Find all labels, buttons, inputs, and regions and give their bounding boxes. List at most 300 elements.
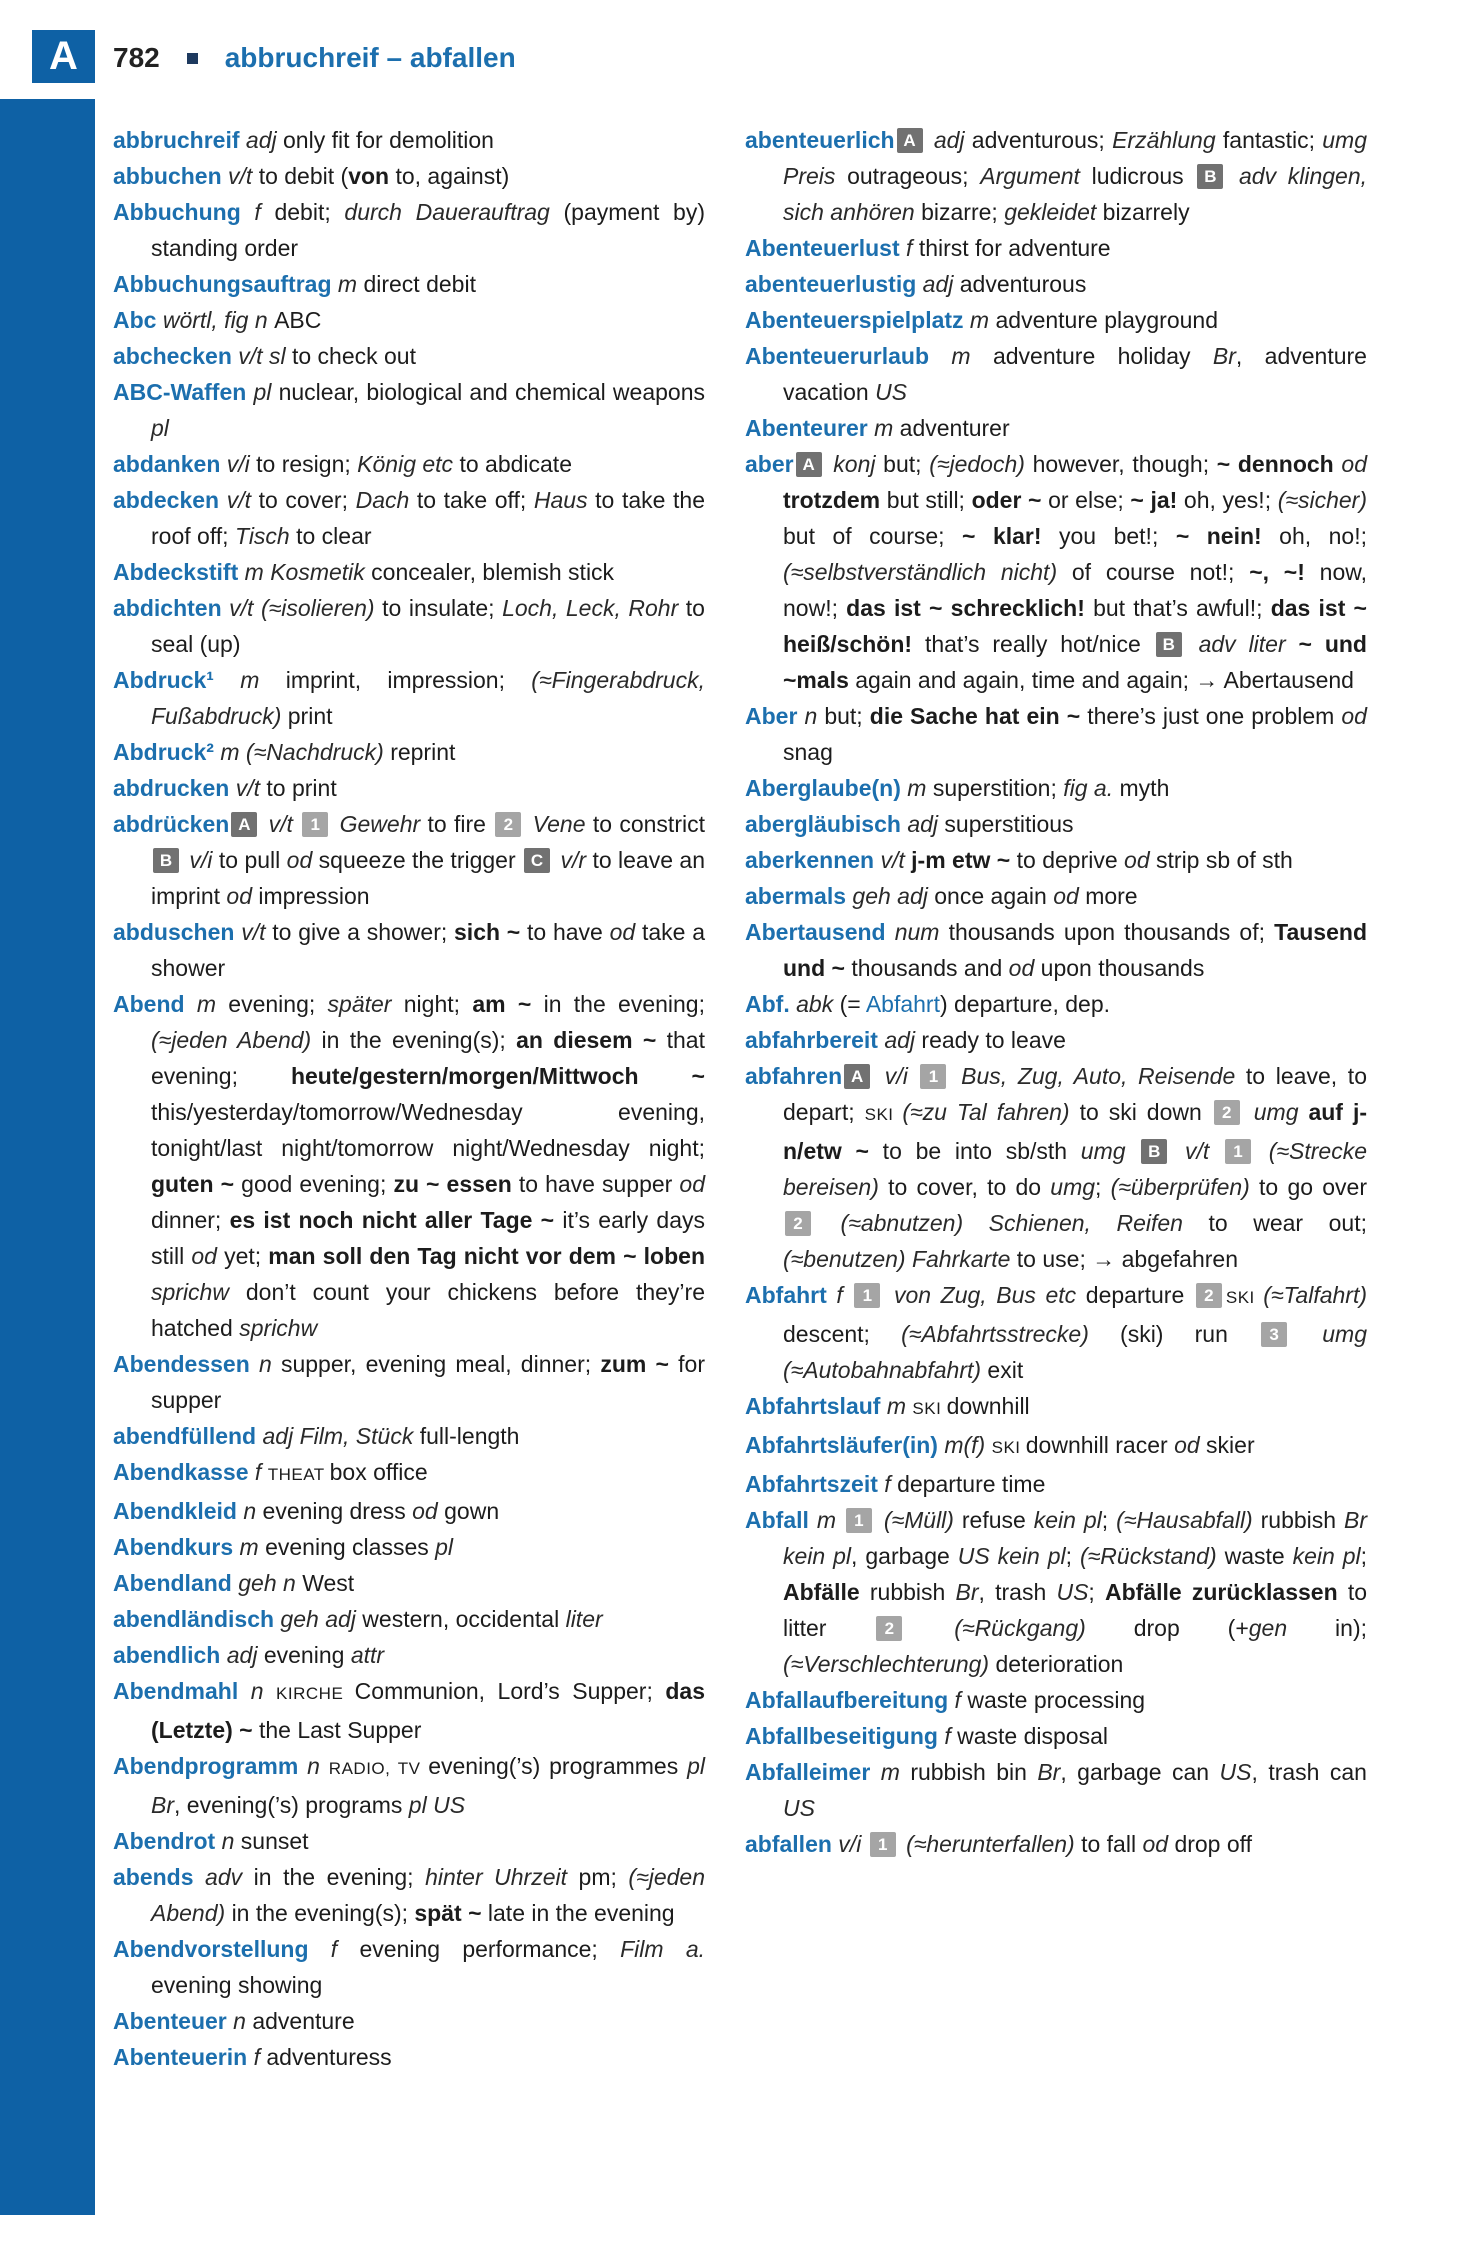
entry-text: Abend [113, 991, 185, 1017]
entry-text: v/i [831, 1831, 868, 1857]
entry-text: wörtl, fig n [156, 307, 275, 333]
sense-marker: 2 [785, 1211, 811, 1236]
sense-marker: A [897, 128, 923, 153]
entry-text: Abbuchungsauftrag [113, 271, 332, 297]
entry-text: f [247, 2044, 267, 2070]
entry-text: to deprive [1010, 847, 1125, 873]
entry-text: adv liter [1185, 631, 1299, 657]
dictionary-entry [745, 698, 1367, 770]
entry-text: abdichten [113, 595, 222, 621]
sense-marker: B [1141, 1139, 1167, 1164]
entry-text: es ist noch nicht aller Tage ~ [229, 1207, 555, 1233]
entry-text: to seal (up) [151, 595, 705, 657]
entry-text: von Zug, Bus etc [884, 1282, 1086, 1308]
entry-text: full-length [419, 1423, 520, 1449]
entry-text: (≈herunterfallen) [899, 1831, 1082, 1857]
entry-text: (≈zu Tal fahren) [902, 1099, 1080, 1125]
entry-text: Abfahrtsläufer(in) [745, 1432, 938, 1458]
entry-text: Abfahrt [865, 991, 940, 1017]
entry-text: , evening(’s) programs [174, 1792, 409, 1818]
dictionary-entry [113, 1565, 705, 1601]
dictionary-entry [745, 446, 1367, 698]
entry-text: od [226, 883, 259, 909]
entry-text: in the evening; [253, 1864, 426, 1890]
entry-text: evening(’s) programmes [428, 1753, 688, 1779]
entry-text: ; [1095, 1174, 1111, 1200]
entry-text: Abenteuerspielplatz [745, 307, 964, 333]
entry-text: abfallen [745, 1831, 832, 1857]
entry-text: ready to leave [921, 1027, 1066, 1053]
dictionary-entry [113, 302, 705, 338]
entry-text: evening showing [151, 1972, 323, 1998]
entry-text: abk [789, 991, 840, 1017]
entry-text: abendlich [113, 1642, 221, 1668]
entry-text: abduschen [113, 919, 235, 945]
entry-text: (ski) run [1120, 1321, 1260, 1347]
entry-text: in the evening(s); [321, 1027, 517, 1053]
entry-text: m [213, 739, 246, 765]
entry-text: das ist ~ schrecklich! [846, 595, 1085, 621]
entry-text: Abfahrtslauf [745, 1393, 881, 1419]
entry-text: good evening; [234, 1171, 394, 1197]
entry-text: umg [1243, 1099, 1309, 1125]
entry-text: exit [987, 1357, 1024, 1383]
entry-text: reprint [390, 739, 456, 765]
sense-marker: 2 [495, 812, 521, 837]
entry-text: deterioration [995, 1651, 1124, 1677]
dictionary-entry [745, 1427, 1367, 1466]
dictionary-entry [745, 230, 1367, 266]
entry-text: od [1333, 451, 1367, 477]
entry-text: once again [934, 883, 1054, 909]
entry-text: n [236, 1498, 263, 1524]
dictionary-entry [113, 1493, 705, 1529]
dictionary-entry [113, 914, 705, 986]
entry-text: to cover, to do [888, 1174, 1051, 1200]
entry-text: US [1219, 1759, 1252, 1785]
entry-text: adventure playground [995, 307, 1218, 333]
entry-text: Abdeckstift [113, 559, 239, 585]
entry-text: pl [435, 1534, 454, 1560]
entry-text: Abendessen [113, 1351, 250, 1377]
entry-text: m [233, 1534, 266, 1560]
entry-text: trotzdem [783, 487, 881, 513]
sense-marker: A [844, 1064, 870, 1089]
entry-text: abdrucken [113, 775, 230, 801]
entry-text: auf j-n/etw ~ [783, 1099, 1367, 1164]
entry-text: superstitious [944, 811, 1074, 837]
entry-text: v/r [554, 847, 593, 873]
entry-text: to wear out; [1208, 1210, 1367, 1236]
entry-text: SKI [864, 1105, 903, 1124]
entry-text: Loch, Leck, Rohr [502, 595, 686, 621]
entry-text: pl US [408, 1792, 466, 1818]
dictionary-entry [745, 1826, 1367, 1862]
entry-text: m [900, 775, 933, 801]
section-tab [32, 30, 95, 83]
entry-text: to insulate; [382, 595, 503, 621]
dictionary-entry [745, 1388, 1367, 1427]
entry-text: outrageous; [847, 163, 981, 189]
dictionary-entry [745, 806, 1367, 842]
entry-text: Abenteuerin [113, 2044, 248, 2070]
entry-text: ~ nein! [1175, 523, 1262, 549]
page-number: 782 [113, 42, 160, 73]
entry-text: adventure holiday [992, 343, 1213, 369]
entry-text: adventurous [959, 271, 1087, 297]
entry-text: superstition; [932, 775, 1064, 801]
entry-text: sprichw [151, 1279, 246, 1305]
dictionary-entry [745, 770, 1367, 806]
entry-text: abermals [745, 883, 847, 909]
entry-text: take a shower [151, 919, 705, 981]
entry-text: od [679, 1171, 706, 1197]
entry-text: abbruchreif [113, 127, 240, 153]
entry-text: sich ~ [454, 919, 521, 945]
headword-range: abbruchreif – abfallen [224, 42, 516, 73]
entry-text: the Last Supper [252, 1717, 422, 1743]
entry-text: abenteuerlich [745, 127, 895, 153]
entry-text: supper, evening meal, dinner; [280, 1351, 601, 1377]
entry-text: abergläubisch [745, 811, 901, 837]
entry-text: Abdruck¹ [113, 667, 214, 693]
entry-text: konj [825, 451, 884, 477]
dictionary-entry [745, 266, 1367, 302]
entry-text: to have [520, 919, 610, 945]
entry-text: oh, no!; [1261, 523, 1367, 549]
dictionary-entry [113, 374, 705, 446]
dictionary-entry [113, 338, 705, 374]
entry-text: RADIO, TV [328, 1759, 429, 1778]
dictionary-entry [745, 1022, 1367, 1058]
dictionary-entry [113, 1931, 705, 2003]
entry-text: adj Film, Stück [256, 1423, 420, 1449]
entry-text: western, occidental [362, 1606, 566, 1632]
dictionary-entry [745, 410, 1367, 446]
entry-text: od [1053, 883, 1086, 909]
entry-text: adj [926, 127, 972, 153]
entry-text: (≈Strecke bereisen) [783, 1138, 1367, 1200]
entry-text: to go over [1259, 1174, 1367, 1200]
entry-text: concealer, blemish stick [371, 559, 615, 585]
entry-text: geh adj [846, 883, 935, 909]
entry-text: (≈isolieren) [261, 595, 383, 621]
entry-text: (≈benutzen) Fahrkarte [783, 1246, 1017, 1272]
entry-text: f [240, 199, 275, 225]
square-bullet-icon [187, 53, 198, 64]
entry-text: adj [877, 1027, 922, 1053]
entry-text: heute/gestern/morgen/Mittwoch ~ [290, 1063, 705, 1089]
entry-text: evening performance; [359, 1936, 621, 1962]
entry-text: adventure [252, 2008, 355, 2034]
dictionary-entry [113, 482, 705, 554]
entry-text: oh, yes!; [1177, 487, 1278, 513]
entry-text: Abendkleid [113, 1498, 237, 1524]
entry-text: od [1124, 847, 1157, 873]
entry-text: (≈Nachdruck) [245, 739, 391, 765]
entry-text: pl Br [151, 1753, 705, 1818]
entry-text: to litter [783, 1579, 1368, 1641]
entry-text: v/t [219, 487, 259, 513]
dictionary-entry [745, 986, 1367, 1022]
entry-text: (≈abnutzen) Schienen, Reifen [815, 1210, 1209, 1236]
entry-text: (≈Talfahrt) [1263, 1282, 1368, 1308]
entry-text: (payment by) standing order [151, 199, 706, 261]
entry-text: to leave an imprint [151, 847, 706, 909]
dictionary-entry [113, 1418, 705, 1454]
entry-text: abdanken [113, 451, 221, 477]
entry-text: Abdruck² [113, 739, 214, 765]
entry-text: (≈jedoch) [929, 451, 1033, 477]
entry-text: m [213, 667, 286, 693]
entry-text: später [327, 991, 404, 1017]
entry-text: spät ~ [414, 1900, 482, 1926]
entry-text: aberkennen [745, 847, 875, 873]
entry-text: abendländisch [113, 1606, 275, 1632]
entry-text: more [1085, 883, 1138, 909]
entry-text: SKI [991, 1438, 1026, 1457]
entry-text: drop off [1174, 1831, 1253, 1857]
entry-text: guten ~ [151, 1171, 235, 1197]
dictionary-entry [113, 1673, 705, 1748]
entry-text: ~ dennoch [1216, 451, 1334, 477]
entry-text: yet; [224, 1243, 269, 1269]
sense-marker: 2 [1196, 1283, 1222, 1308]
entry-text: sunset [240, 1828, 309, 1854]
sense-marker: A [796, 452, 822, 477]
entry-text: to ski down [1079, 1099, 1212, 1125]
sense-marker: 1 [920, 1064, 946, 1089]
entry-text: Communion, Lord’s Supper; [354, 1678, 666, 1704]
dictionary-entry [113, 266, 705, 302]
entry-text: gown [444, 1498, 500, 1524]
entry-text: Abendkasse [113, 1459, 249, 1485]
entry-text: to cover; [258, 487, 356, 513]
dictionary-entry [113, 806, 705, 914]
entry-text: (≈Müll) [875, 1507, 962, 1533]
entry-text: Tisch [234, 523, 297, 549]
entry-text: Abc [113, 307, 157, 333]
entry-text: m Kosmetik [238, 559, 372, 585]
dictionary-entry [113, 446, 705, 482]
entry-text: (≈überprüfen) [1110, 1174, 1260, 1200]
dictionary-entry [113, 1859, 705, 1931]
dictionary-entry [113, 662, 705, 734]
entry-text: m [331, 271, 364, 297]
entry-text: n [298, 1753, 329, 1779]
entry-text: (≈Abfahrtsstrecke) [901, 1321, 1121, 1347]
entry-text: Abendprogramm [113, 1753, 299, 1779]
entry-text: aber [745, 451, 794, 477]
entry-text: Gewehr [332, 811, 428, 837]
entry-text: bizarrely [1102, 199, 1190, 225]
entry-text: fig a. [1063, 775, 1120, 801]
entry-text: ~ ja! [1130, 487, 1178, 513]
column-left [113, 122, 705, 2075]
entry-text: , trash can [1251, 1759, 1367, 1785]
entry-text: kein pl [1033, 1507, 1102, 1533]
dictionary-entry [113, 158, 705, 194]
entry-text: v/t [1171, 1138, 1223, 1164]
dictionary-entry [745, 1466, 1367, 1502]
entry-text: snag [783, 739, 833, 765]
entry-text: ludicrous [1091, 163, 1196, 189]
entry-text: that evening; [151, 1027, 705, 1089]
entry-text: ; [1065, 1543, 1081, 1569]
entry-text: abchecken [113, 343, 232, 369]
entry-text: pm; [578, 1864, 629, 1890]
entry-text: but; [824, 703, 870, 729]
entry-text: od [1008, 955, 1041, 981]
entry-text: Abfallbeseitigung [745, 1723, 938, 1749]
dictionary-entry [745, 1754, 1367, 1826]
sense-marker: 2 [876, 1616, 902, 1641]
entry-text: König etc [357, 451, 460, 477]
entry-text: SKI [912, 1399, 947, 1418]
entry-text: Abenteuer [113, 2008, 227, 2034]
entry-text: (≈jeden Abend) [151, 1864, 705, 1926]
dictionary-entry [113, 1601, 705, 1637]
entry-text: downhill racer [1025, 1432, 1175, 1458]
entry-text: departure [1085, 1282, 1194, 1308]
entry-text: to give a shower; [272, 919, 455, 945]
dictionary-entry [113, 1529, 705, 1565]
entry-text: (≈sicher) [1277, 487, 1367, 513]
entry-text: (≈selbstverständlich nicht) [783, 559, 1072, 585]
entry-text: pl [151, 415, 169, 441]
entry-text: to use; → abgefahren [1016, 1246, 1239, 1272]
dictionary-entry [113, 554, 705, 590]
entry-text: this/yesterday/tomorrow/Wednesday evening, tonight/last night/tomorrow night/Wednesday night; [151, 1099, 705, 1161]
entry-text: Abfalleimer [745, 1759, 871, 1785]
entry-text: for supper [151, 1351, 706, 1413]
entry-text: bizarre; [921, 199, 1005, 225]
entry-text: to fall [1081, 1831, 1143, 1857]
entry-text: ABC [274, 307, 322, 333]
entry-text: m [963, 307, 996, 333]
entry-text: Abendvorstellung [113, 1936, 309, 1962]
entry-text: m [929, 343, 993, 369]
entry-text: dinner; [151, 1207, 230, 1233]
entry-text: v/t [234, 919, 273, 945]
entry-text: am ~ [472, 991, 532, 1017]
entry-text: Argument [980, 163, 1092, 189]
entry-text: (= [839, 991, 866, 1017]
entry-text: departure time [897, 1471, 1046, 1497]
page-header [113, 44, 516, 72]
entry-text: Vene [525, 811, 593, 837]
entry-text: von [348, 163, 390, 189]
entry-text: n [215, 1828, 241, 1854]
entry-text: Abenteuerlust [745, 235, 900, 261]
entry-text: v/t [221, 163, 259, 189]
entry-text: ~, ~! [1249, 559, 1305, 585]
entry-text: kein pl [1292, 1543, 1361, 1569]
entry-text: box office [329, 1459, 428, 1485]
entry-text: gen [1248, 1615, 1288, 1641]
entry-text: , adventure vacation [783, 343, 1367, 405]
entry-text: debit; [274, 199, 345, 225]
entry-text: abbuchen [113, 163, 222, 189]
sense-marker: C [524, 848, 550, 873]
entry-text: impression [258, 883, 370, 909]
entry-text: waste [1224, 1543, 1293, 1569]
entry-text: Abfälle zurücklassen [1105, 1579, 1338, 1605]
dictionary-entry [113, 122, 705, 158]
column-right [745, 122, 1367, 1862]
entry-text: evening dress [262, 1498, 413, 1524]
entry-text: zum ~ [600, 1351, 669, 1377]
entry-text: Erzählung [1112, 127, 1223, 153]
dictionary-entry [745, 1277, 1367, 1388]
entry-text: adj [916, 271, 960, 297]
entry-text: f [948, 1687, 968, 1713]
dictionary-entry [113, 1454, 705, 1493]
entry-text: to constrict [592, 811, 705, 837]
entry-text: to print [266, 775, 337, 801]
entry-text: v/i [183, 847, 219, 873]
dictionary-entry [745, 1718, 1367, 1754]
entry-text: Abertausend [745, 919, 886, 945]
entry-text: adj [239, 127, 284, 153]
entry-text: Br [955, 1579, 979, 1605]
entry-text: nuclear, biological and chemical weapons [278, 379, 705, 405]
entry-text: to fire [427, 811, 494, 837]
entry-text: to check out [291, 343, 416, 369]
entry-text: Abenteurer [745, 415, 868, 441]
entry-text: in the evening(s); [231, 1900, 415, 1926]
entry-text: m [880, 1393, 913, 1419]
entry-text: liter [565, 1606, 603, 1632]
dictionary-entry [113, 986, 705, 1346]
entry-text: geh adj [274, 1606, 363, 1632]
entry-text: ) departure, dep. [939, 991, 1111, 1017]
entry-text: (≈jeden Abend) [151, 1027, 322, 1053]
entry-text: f [899, 235, 919, 261]
entry-text: ; [1360, 1543, 1368, 1569]
entry-text: Abf. [745, 991, 790, 1017]
entry-text: evening classes [265, 1534, 436, 1560]
entry-text: thousands and [844, 955, 1009, 981]
entry-text: to resign; [256, 451, 358, 477]
entry-text: drop (+ [1133, 1615, 1249, 1641]
entry-text: umg [1080, 1138, 1140, 1164]
entry-text: pl [246, 379, 279, 405]
entry-text: US [875, 379, 908, 405]
dictionary-entry [113, 1823, 705, 1859]
entry-text: Br [1037, 1759, 1061, 1785]
entry-text: to take the roof off; [151, 487, 705, 549]
entry-text: Dach [355, 487, 417, 513]
entry-text: abfahren [745, 1063, 843, 1089]
entry-text: in); [1287, 1615, 1368, 1641]
entry-text: to pull [218, 847, 287, 873]
entry-text: , trash [978, 1579, 1057, 1605]
dictionary-entry [745, 1058, 1367, 1277]
entry-text: rubbish [1260, 1507, 1345, 1533]
dictionary-entry [745, 1502, 1367, 1682]
entry-text: gekleidet [1004, 199, 1103, 225]
entry-text: US [783, 1795, 815, 1821]
dictionary-entry [745, 302, 1367, 338]
entry-text: Abfall [745, 1507, 809, 1533]
entry-text: strip sb of sth [1156, 847, 1293, 873]
entry-text: (≈Rückgang) [906, 1615, 1134, 1641]
entry-text: n [238, 1678, 277, 1704]
dictionary-entry [113, 770, 705, 806]
sense-marker: 1 [846, 1508, 872, 1533]
dictionary-entry [745, 1682, 1367, 1718]
